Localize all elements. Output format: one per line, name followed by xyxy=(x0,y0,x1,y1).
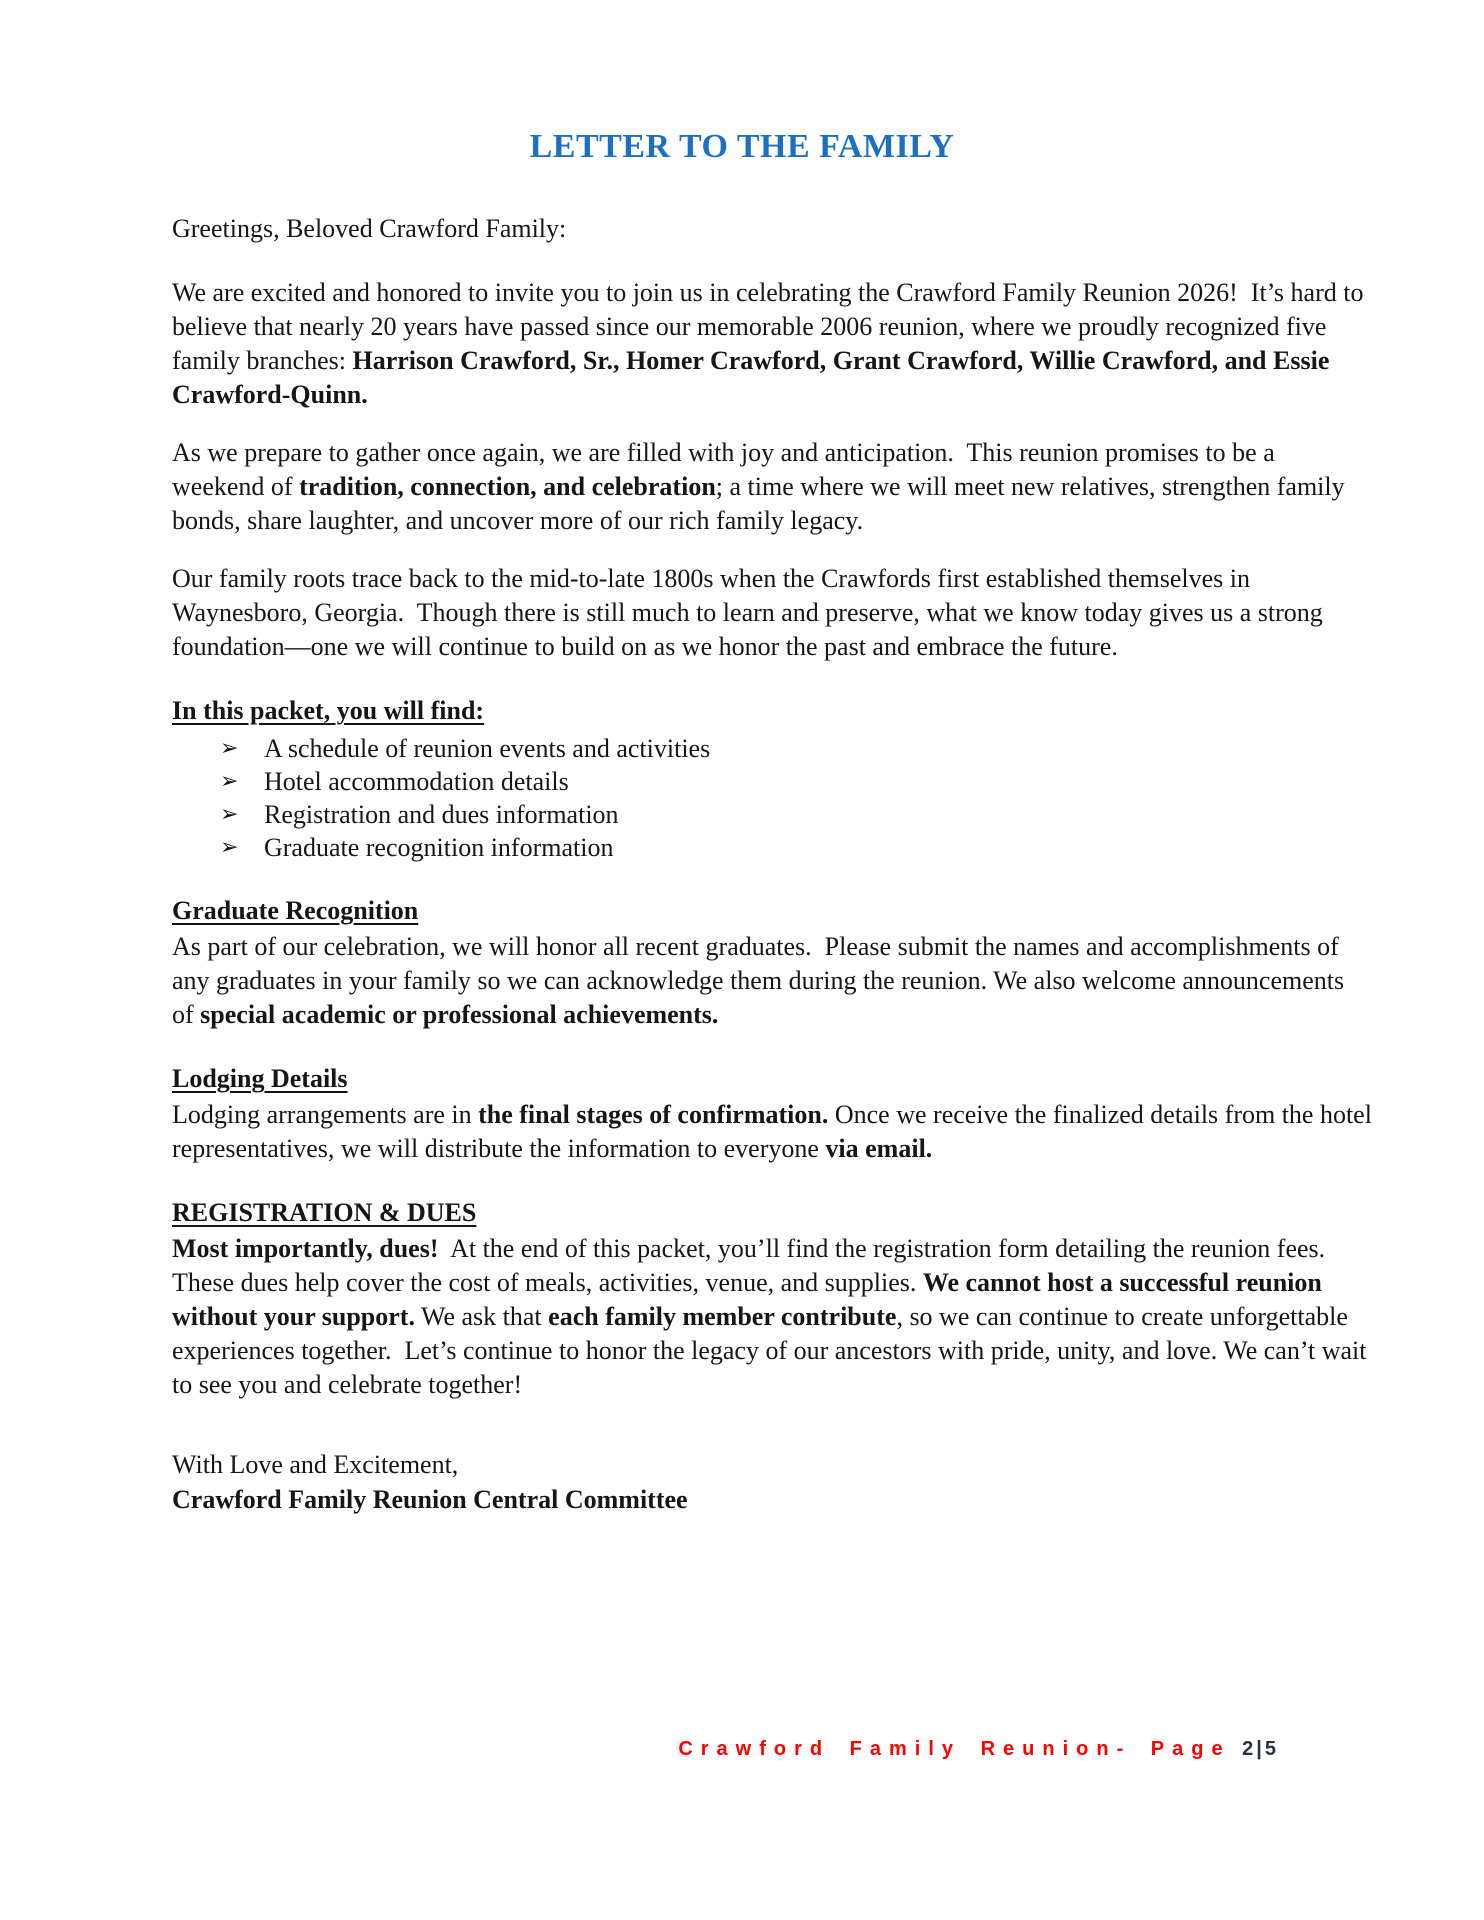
packet-list-item xyxy=(172,798,1372,831)
packet-list-item-label: Hotel accommodation details xyxy=(264,767,569,796)
footer-page-indicator: 2|5 xyxy=(1242,1738,1279,1760)
graduate-recognition-heading: Graduate Recognition xyxy=(172,896,419,925)
packet-list-item xyxy=(172,831,1372,864)
packet-heading: In this packet, you will find: xyxy=(172,696,485,725)
arrow-bullet-icon: ➢ xyxy=(220,835,239,860)
lodging-details-section xyxy=(172,1062,1379,1166)
intro-paragraph-2: As we prepare to gather once again, we are filled with joy and anticipation. This reunion promises to be a weekend of tradition, connection, and celebration; a time where we will meet new relatives, strengthen family bonds, share laughter, and uncover more of our rich family legacy. xyxy=(172,438,1352,535)
lodging-details-paragraph: Lodging arrangements are in the final stages of confirmation. Once we receive the finalized details from the hotel representatives, we will distribute the information to everyone via email. xyxy=(172,1100,1379,1163)
graduate-recognition-paragraph: As part of our celebration, we will honor all recent graduates. Please submit the names and accomplishments of any graduates in your family so we can acknowledge them during the reunion. We also welcome announcements of special academic or professional achievements. xyxy=(172,932,1351,1029)
arrow-bullet-icon: ➢ xyxy=(220,802,239,827)
closing-signature: Crawford Family Reunion Central Committee xyxy=(172,1485,688,1514)
page-title: LETTER TO THE FAMILY xyxy=(529,128,955,165)
intro-paragraph-1: We are excited and honored to invite you to join us in celebrating the Crawford Family Reunion 2026! It’s hard to believe that nearly 20 years have passed since our memorable 2006 reunion, where we proudly recognized five family branches: Harrison Crawford, Sr., Homer Crawford, Grant Crawford, Willie Crawford, and Essie Crawford-Quinn. xyxy=(172,278,1370,409)
closing-block xyxy=(172,1448,1372,1518)
salutation: Greetings, Beloved Crawford Family: xyxy=(172,214,567,243)
registration-dues-section xyxy=(172,1196,1372,1402)
packet-list-item xyxy=(172,732,1372,765)
packet-list-item-label: Graduate recognition information xyxy=(264,833,614,862)
packet-list-item-label: A schedule of reunion events and activities xyxy=(264,734,711,763)
packet-list-item xyxy=(172,765,1372,798)
intro-paragraph-3: Our family roots trace back to the mid-to-late 1800s when the Crawfords first established themselves in Waynesboro, Georgia. Though there is still much to learn and preserve, what we know today gives us a strong foundation—one we will continue to build on as we honor the past and embrace the future. xyxy=(172,564,1330,661)
page-footer xyxy=(678,1738,1279,1761)
arrow-bullet-icon: ➢ xyxy=(220,736,239,761)
registration-dues-paragraph: Most importantly, dues! At the end of this packet, you’ll find the registration form detailing the reunion fees. These dues help cover the cost of meals, activities, venue, and supplies. We cannot host a successful reunion without your support. We ask that each family member contribute, so we can continue to create unforgettable experiences together. Let’s continue to honor the legacy of our ancestors with pride, unity, and love. We can’t wait to see you and celebrate together! xyxy=(172,1234,1374,1399)
arrow-bullet-icon: ➢ xyxy=(220,769,239,794)
footer-label: Crawford Family Reunion- Page xyxy=(678,1738,1231,1760)
graduate-recognition-section xyxy=(172,894,1372,1032)
closing-salutation: With Love and Excitement, xyxy=(172,1450,459,1479)
registration-dues-heading: REGISTRATION & DUES xyxy=(172,1198,477,1227)
packet-list-item-label: Registration and dues information xyxy=(264,800,619,829)
packet-section xyxy=(172,694,1372,864)
packet-list xyxy=(172,732,1372,864)
lodging-details-heading: Lodging Details xyxy=(172,1064,348,1093)
